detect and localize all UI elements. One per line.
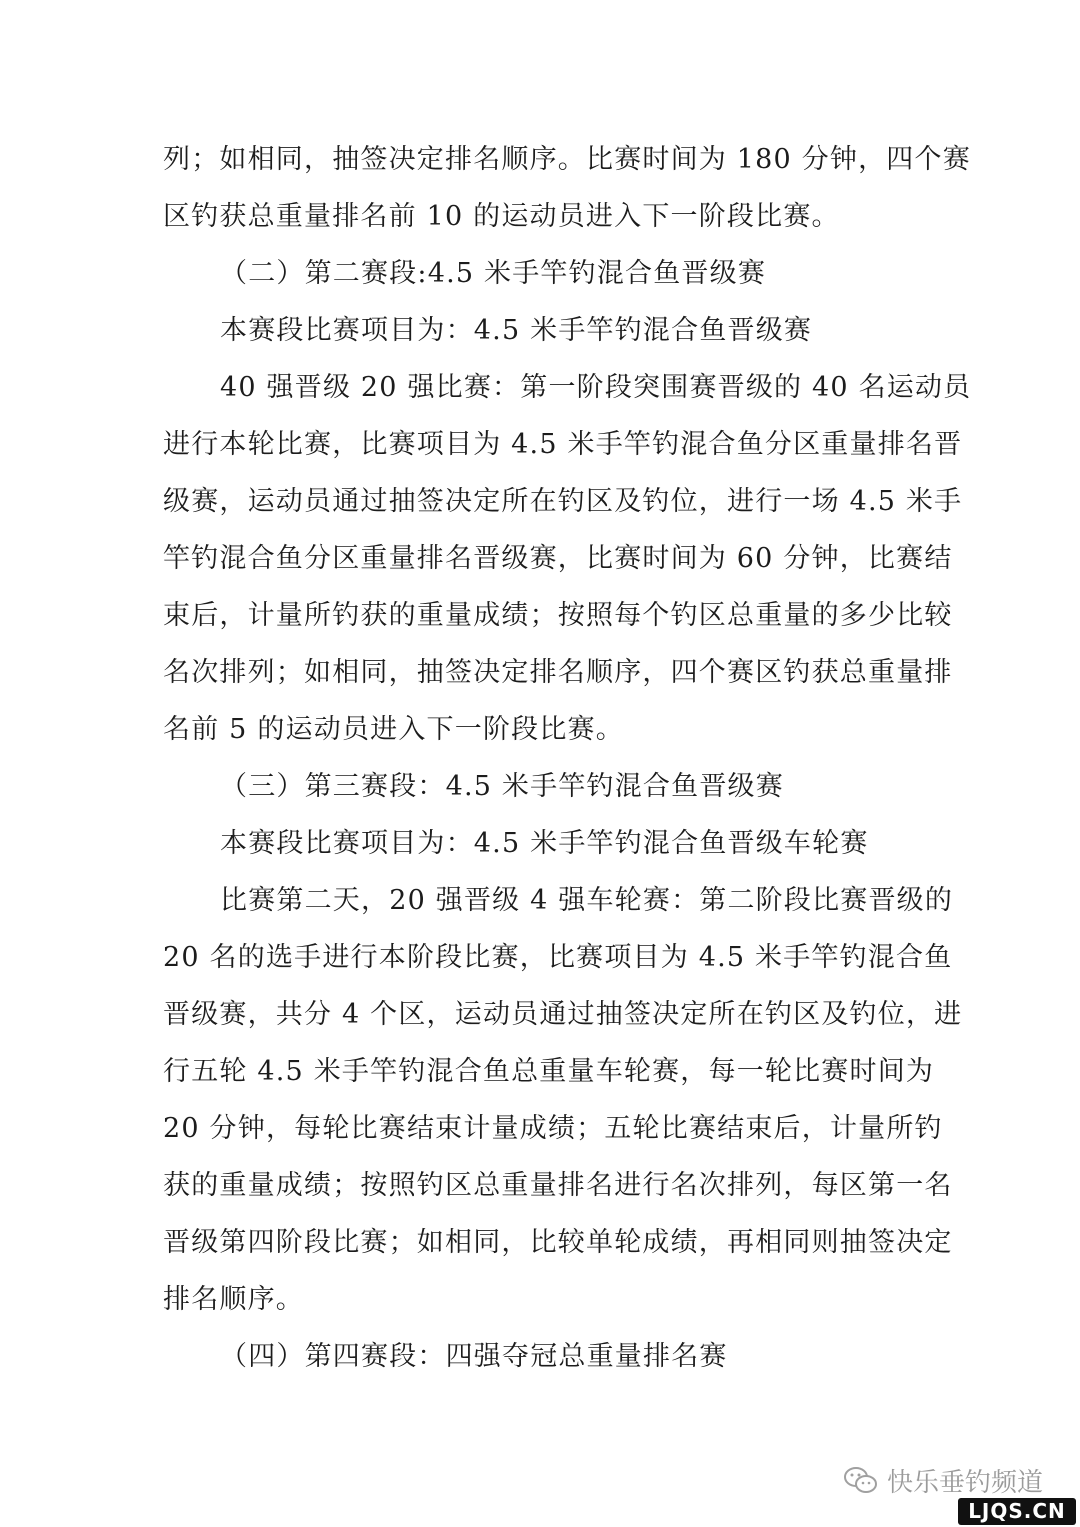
text-line: 级赛，运动员通过抽签决定所在钓区及钓位，进行一场 4.5 米手: [163, 486, 963, 517]
watermark-text: 快乐垂钓频道: [887, 1467, 1044, 1498]
text-line: 本赛段比赛项目为：4.5 米手竿钓混合鱼晋级赛: [220, 315, 813, 346]
text-line: 名前 5 的运动员进入下一阶段比赛。: [163, 714, 624, 745]
text-line: 本赛段比赛项目为：4.5 米手竿钓混合鱼晋级车轮赛: [220, 828, 869, 859]
site-logo: LJQS.CN: [958, 1498, 1076, 1525]
text-line: 20 名的选手进行本阶段比赛，比赛项目为 4.5 米手竿钓混合鱼: [163, 942, 953, 973]
text-line: 束后，计量所钓获的重量成绩；按照每个钓区总重量的多少比较: [163, 600, 953, 631]
text-line: 区钓获总重量排名前 10 的运动员进入下一阶段比赛。: [163, 201, 840, 232]
section-heading: （四）第四赛段：四强夺冠总重量排名赛: [220, 1341, 728, 1372]
wechat-icon: [843, 1465, 879, 1495]
text-line: 晋级第四阶段比赛；如相同，比较单轮成绩，再相同则抽签决定: [163, 1227, 953, 1258]
text-line: 40 强晋级 20 强比赛：第一阶段突围赛晋级的 40 名运动员: [220, 372, 972, 403]
text-line: 获的重量成绩；按照钓区总重量排名进行名次排列，每区第一名: [163, 1170, 953, 1201]
text-line: 排名顺序。: [163, 1284, 304, 1315]
text-line: 名次排列；如相同，抽签决定排名顺序，四个赛区钓获总重量排: [163, 657, 953, 688]
text-line: 20 分钟，每轮比赛结束计量成绩；五轮比赛结束后，计量所钓: [163, 1113, 943, 1144]
text-line: 列；如相同，抽签决定排名顺序。比赛时间为 180 分钟，四个赛: [163, 144, 971, 175]
text-line: 进行本轮比赛，比赛项目为 4.5 米手竿钓混合鱼分区重量排名晋: [163, 429, 963, 460]
section-heading: （三）第三赛段：4.5 米手竿钓混合鱼晋级赛: [220, 771, 784, 802]
text-line: 行五轮 4.5 米手竿钓混合鱼总重量车轮赛，每一轮比赛时间为: [163, 1056, 935, 1087]
text-line: 晋级赛，共分 4 个区，运动员通过抽签决定所在钓区及钓位，进: [163, 999, 963, 1030]
text-line: 竿钓混合鱼分区重量排名晋级赛，比赛时间为 60 分钟，比赛结: [163, 543, 953, 574]
text-line: 比赛第二天，20 强晋级 4 强车轮赛：第二阶段比赛晋级的: [220, 885, 954, 916]
section-heading: （二）第二赛段:4.5 米手竿钓混合鱼晋级赛: [220, 258, 767, 289]
wechat-watermark: [843, 1460, 1043, 1500]
